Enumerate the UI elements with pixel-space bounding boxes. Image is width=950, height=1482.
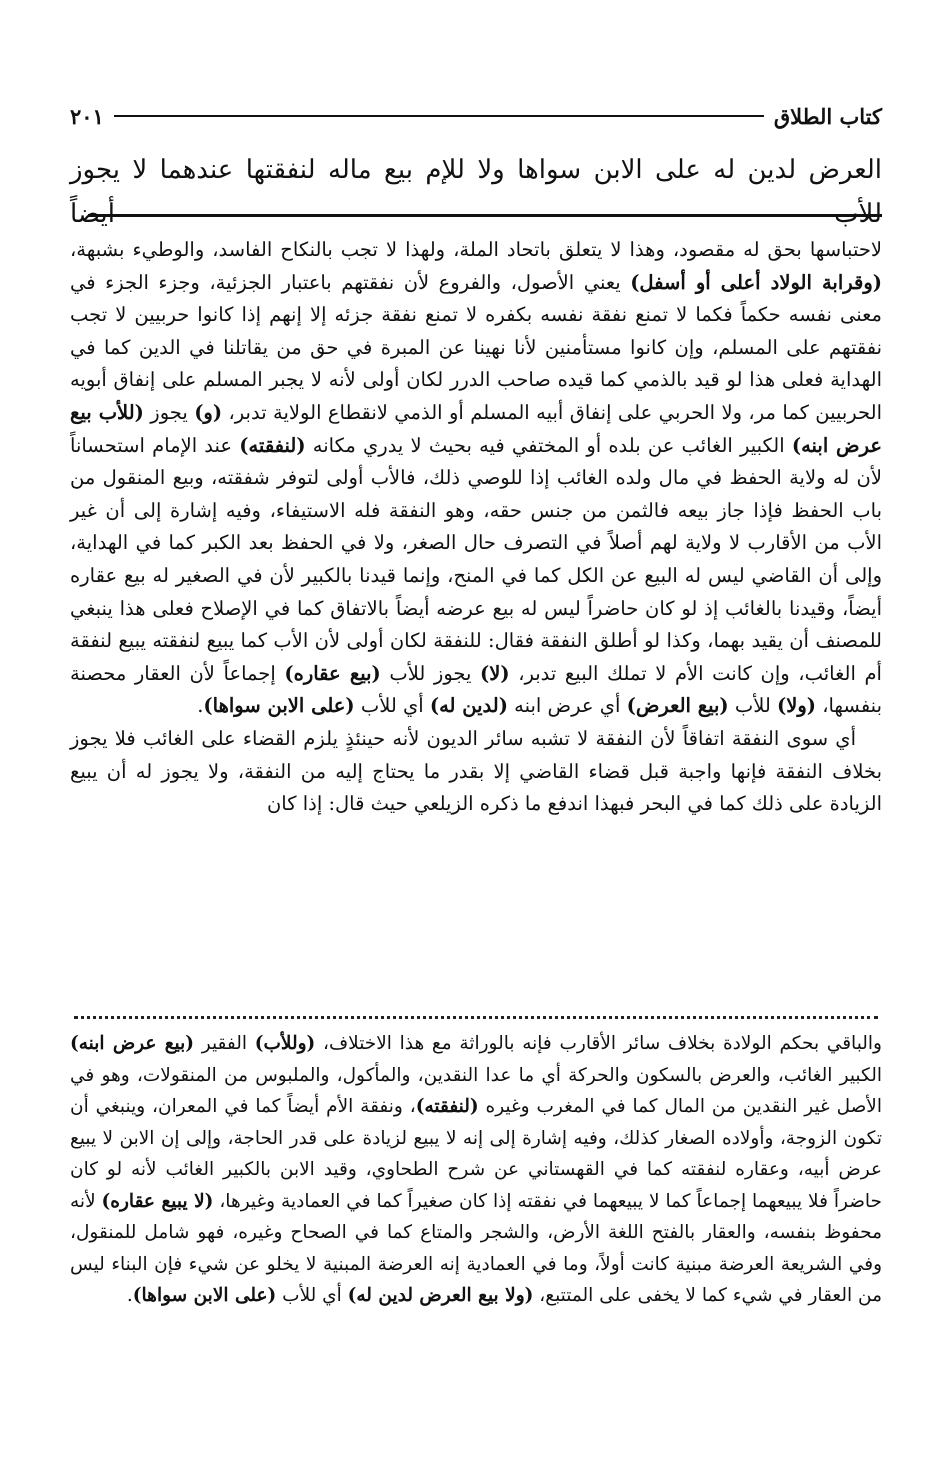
book-title: كتاب الطلاق (773, 103, 882, 129)
footnote-section (70, 1028, 882, 1312)
header-rule (114, 115, 764, 117)
dotted-separator (74, 1016, 878, 1023)
commentary-section (70, 234, 882, 821)
footnote-paragraph: والباقي بحكم الولادة بخلاف سائر الأقارب فإنه بالوراثة مع هذا الاختلاف، (وللأب) الفقير (بيع عرض ابنه) الكبير الغائب، والعرض بالسكون والحركة أي ما عدا النقدين، والمأكول، والملبوس من المنقولات، وهو في الأصل غير النقدين من المال كما في المغرب وغيره (لنفقته)، ونفقة الأم أيضاً كما في المعران، وينبغي أن تكون الزوجة، وأولاده الصغار كذلك، وفيه إشارة إلى إنه لا يبيع لزيادة على قدر الحاجة، وإلى إن الابن لا يبيع عرض أبيه، وعقاره لنفقته كما في القهستاني عن شرح الطحاوي، وقيد الابن بالكبير الغائب لأنه لو كان حاضراً فلا يبيعهما إجماعاً كما لا يبيعهما في نفقته إذا كان صغيراً كما في العمادية وغيرها، (لا يبيع عقاره) لأنه محفوظ بنفسه، والعقار بالفتح اللغة الأرض، والشجر والمتاع كما في الصحاح وغيره، فهو شامل للمنقول، وفي الشريعة العرضة مبنية كانت أولاً، وما في العمادية إنه العرضة المبنية لا يخلو عن شيء فإن البناء ليس من العقار في شيء كما لا يخفى على المتتبع، (ولا بيع العرض لدين له) أي للأب (على الابن سواها). (70, 1033, 882, 1306)
commentary-paragraph-2: أي سوى النفقة اتفاقاً لأن النفقة لا تشبه سائر الديون لأنه حينئذٍ يلزم القضاء على الغائب فلا يجوز بخلاف النفقة فإنها واجبة قبل قضاء القاضي إلا بقدر ما يحتاج إليه من النفقة، ولا يجوز له أن يبيع الزيادة على ذلك كما في البحر فبهذا اندفع ما ذكره الزيلعي حيث قال: إذا كان (70, 726, 882, 816)
running-header (70, 96, 882, 136)
matn-divider (88, 214, 882, 217)
matn-text: العرض لدين له على الابن سواها ولا للإم بيع ماله لنفقتها عندهما لا يجوز للأب أيضاً (70, 155, 882, 229)
page-number: ٢٠١ (70, 103, 104, 129)
commentary-paragraph-1: لاحتباسها بحق له مقصود، وهذا لا يتعلق باتحاد الملة، ولهذا لا تجب بالنكاح الفاسد، والوطيء بشبهة، (وقرابة الولاد أعلى أو أسفل) يعني الأصول، والفروع لأن نفقتهم باعتبار الجزئية، وجزء الجزء في معنى نفسه حكماً فكما لا تمنع نفقة نفسه بكفره لا تمنع نفقة جزئه إلا إنهم إذا كانوا حربيين لا تجب نفقتهم على المسلم، وإن كانوا مستأمنين لأنا نهينا عن المبرة في حق من يقاتلنا في الدين كما في الهداية فعلى هذا لو قيد بالذمي كما قيده صاحب الدرر لكان أولى لأنه لا يجبر المسلم على إنفاق أبويه الحربيين كما مر، ولا الحربي على إنفاق أبيه المسلم أو الذمي لانقطاع الولاية تدبر، (و) يجوز (للأب بيع عرض ابنه) الكبير الغائب عن بلده أو المختفي فيه بحيث لا يدري مكانه (لنفقته) عند الإمام استحساناً لأن له ولاية الحفظ في مال ولده الغائب إذا للوصي ذلك، فالأب أولى لتوفر شفقته، وبيع المنقول من باب الحفظ فإذا جاز بيعه فالثمن من جنس حقه، وهو النفقة فله الاستيفاء، وفيه إشارة إلى أن غير الأب من الأقارب لا ولاية لهم أصلاً في التصرف حال الصغر، ولا في الحفظ بعد الكبر كما في الهداية، وإلى أن القاضي ليس له البيع عن الكل كما في المنح، وإنما قيدنا بالكبير لأن في الصغير له بيع عقاره أيضاً، وقيدنا بالغائب إذ لو كان حاضراً ليس له بيع عرضه أيضاً بالاتفاق كما في الإصلاح فعلى هذا ينبغي للمصنف أن يقيد بهما، وكذا لو أطلق النفقة فقال: للنفقة لكان أولى لأن الأب كما يبيع لنفقته يبيع لنفقة أم الغائب، وإن كانت الأم لا تملك البيع تدبر، (لا) يجوز للأب (بيع عقاره) إجماعاً لأن العقار محصنة بنفسها، (ولا) للأب (بيع العرض) أي عرض ابنه (لدين له) أي للأب (على الابن سواها). (70, 238, 883, 718)
book-page (70, 0, 882, 1482)
